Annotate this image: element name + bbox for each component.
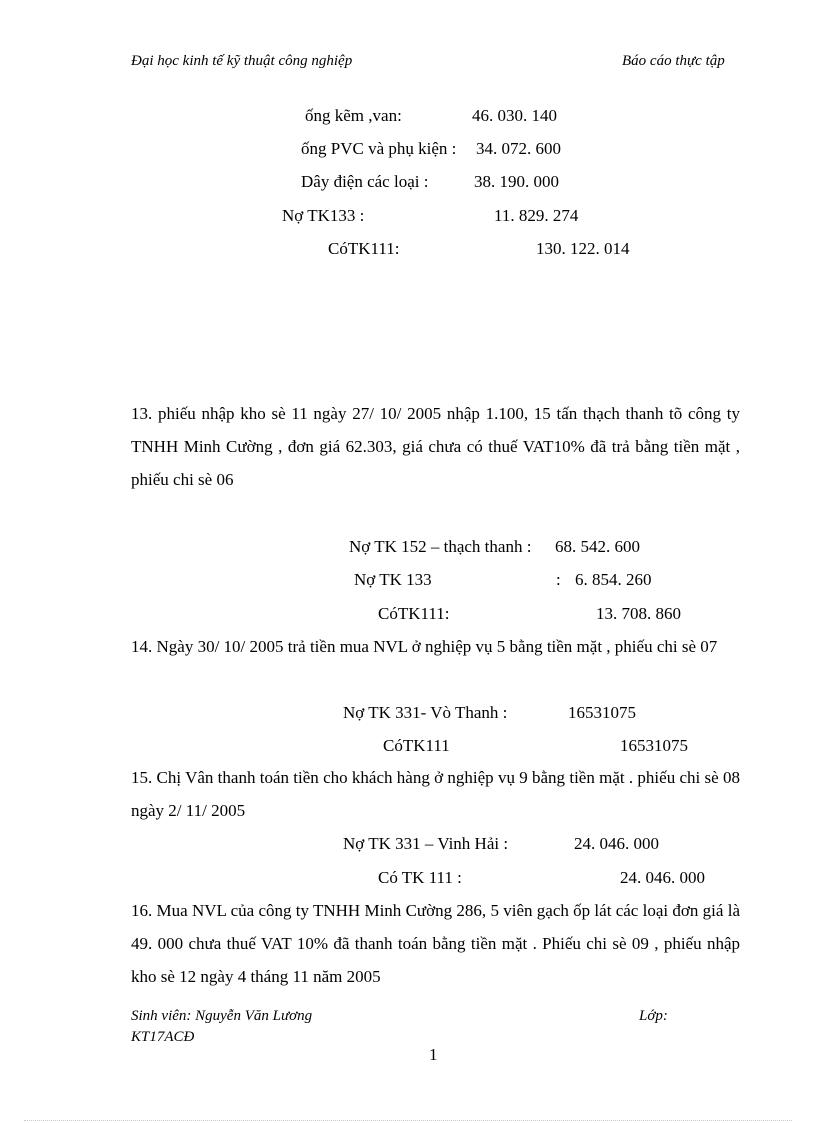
entry-value: 11. 829. 274 bbox=[494, 206, 579, 225]
entry-label: Nợ TK133 : bbox=[282, 206, 365, 225]
page-number: 1 bbox=[429, 1045, 438, 1064]
entry-label: CóTK111 bbox=[383, 736, 450, 755]
entry-label: CóTK111: bbox=[328, 239, 400, 258]
entry-separator: : bbox=[556, 570, 561, 589]
entry-value: 16531075 bbox=[568, 703, 636, 722]
entry-label: Nợ TK 331 – Vinh Hải : bbox=[343, 834, 509, 853]
header-left: Đại học kinh tế kỹ thuật công nghiệp bbox=[131, 53, 353, 69]
paragraph-item-14: 14. Ngày 30/ 10/ 2005 trả tiền mua NVL ở nghiệp vụ 5 bằng tiền mặt , phiếu chi sè 07 bbox=[131, 637, 718, 656]
entry-value: 16531075 bbox=[620, 736, 688, 755]
entry-value: 13. 708. 860 bbox=[596, 604, 681, 623]
footer-student: Sinh viên: Nguyễn Văn Lương bbox=[131, 1008, 313, 1024]
entry-label: CóTK111: bbox=[378, 604, 450, 623]
footer-class-label: Lớp: bbox=[639, 1008, 668, 1024]
entry-value: 6. 854. 260 bbox=[575, 570, 652, 589]
entry-label: Nợ TK 331- Vò Thanh : bbox=[343, 703, 508, 722]
page-bottom-divider bbox=[24, 1120, 792, 1121]
entry-value: 68. 542. 600 bbox=[555, 537, 640, 556]
entry-label: Có TK 111 : bbox=[378, 868, 462, 887]
paragraph-item-15: 15. Chị Vân thanh toán tiền cho khách hàng ở nghiệp vụ 9 bằng tiền mặt . phiếu chi sè 08 ngày 2/ 11/ 2005 bbox=[131, 768, 740, 820]
paragraph-item-16: 16. Mua NVL của công ty TNHH Minh Cường 286, 5 viên gạch ốp lát các loại đơn giá là 49. 000 chưa thuế VAT 10% đã thanh toán bằng tiền mặt . Phiếu chi sè 09 , phiếu nhập kho sè 12 ngày 4 tháng 11 năm 2005 bbox=[131, 901, 740, 986]
paragraph-item-13: 13. phiếu nhập kho sè 11 ngày 27/ 10/ 2005 nhập 1.100, 15 tấn thạch thanh tõ công ty TNHH Minh Cường , đơn giá 62.303, giá chưa có thuế VAT10% đã trả bằng tiền mặt , phiếu chi sè 06 bbox=[131, 404, 740, 489]
entry-value: 34. 072. 600 bbox=[476, 139, 561, 158]
entry-value: 24. 046. 000 bbox=[574, 834, 659, 853]
header-right: Báo cáo thực tập bbox=[622, 53, 725, 69]
footer-class-code: KT17ACĐ bbox=[131, 1029, 195, 1045]
entry-label: ống kẽm ,van: bbox=[305, 106, 402, 125]
entry-value: 130. 122. 014 bbox=[536, 239, 630, 258]
entry-value: 38. 190. 000 bbox=[474, 172, 559, 191]
entry-label: Nợ TK 133 bbox=[354, 570, 432, 589]
entry-value: 24. 046. 000 bbox=[620, 868, 705, 887]
entry-value: 46. 030. 140 bbox=[472, 106, 557, 125]
entry-label: Nợ TK 152 – thạch thanh : bbox=[349, 537, 532, 556]
entry-label: ống PVC và phụ kiện : bbox=[301, 139, 457, 158]
entry-label: Dây điện các loại : bbox=[301, 172, 429, 191]
